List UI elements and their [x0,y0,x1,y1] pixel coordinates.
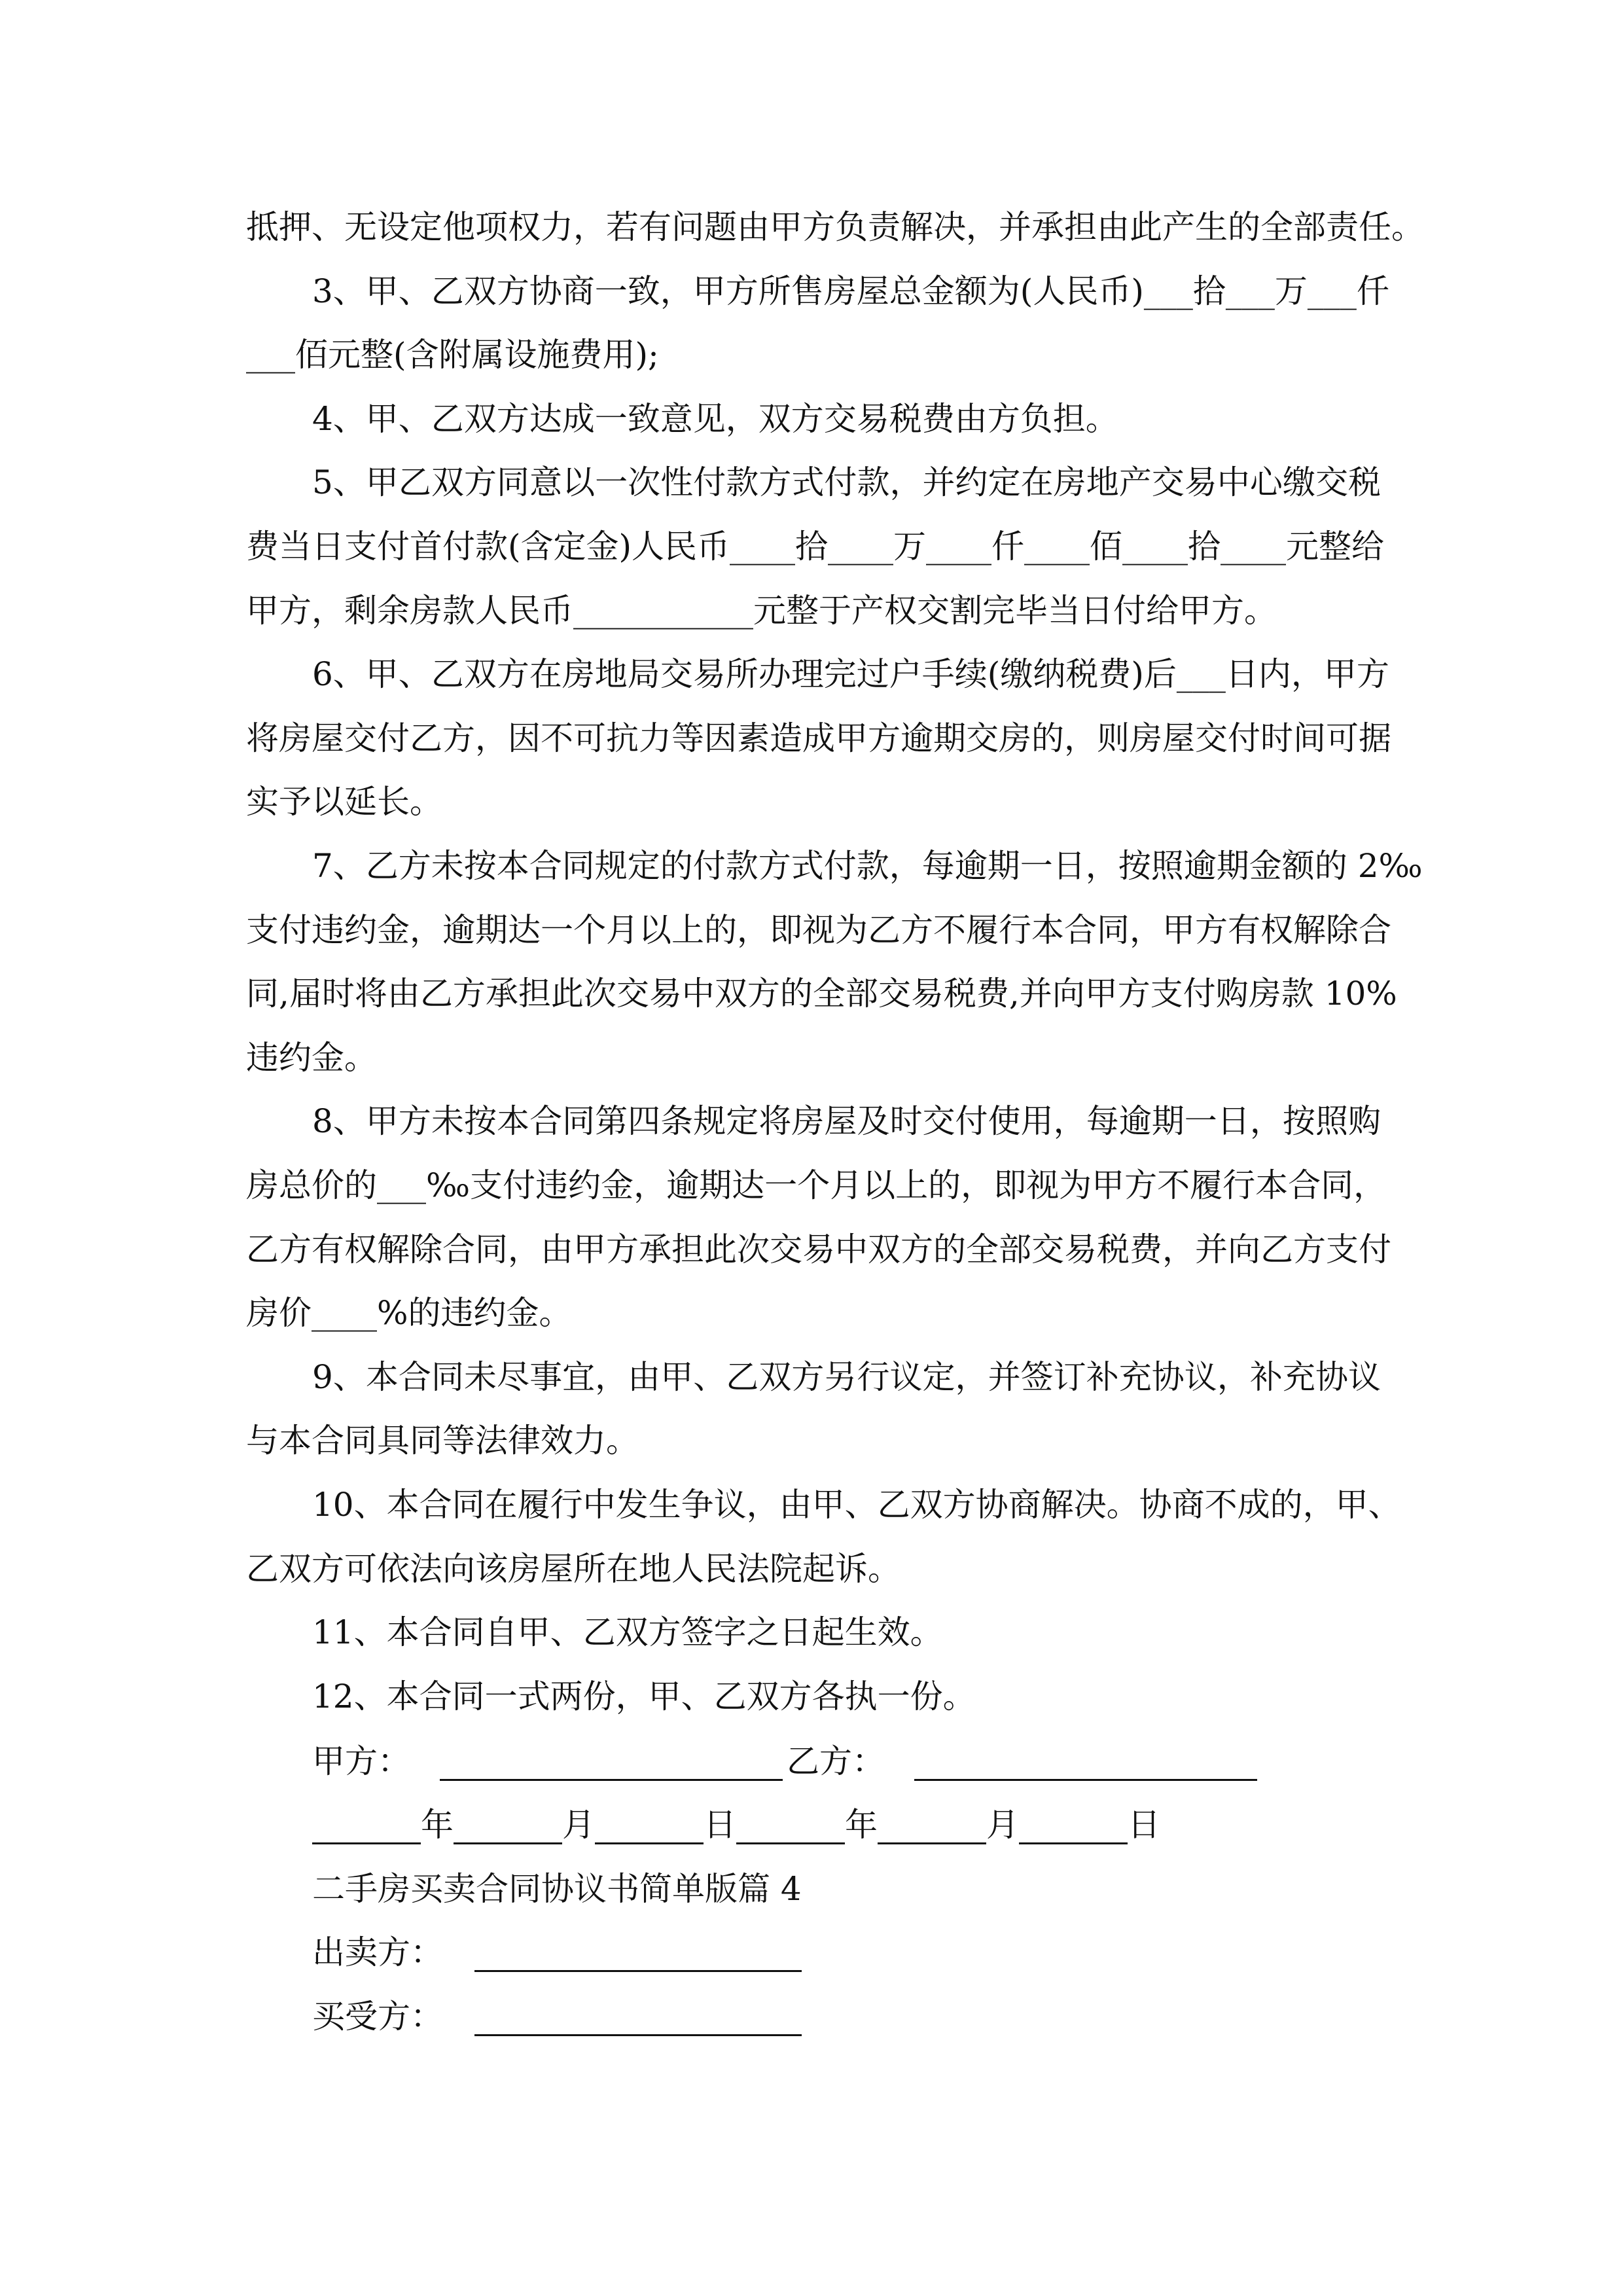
text-line: 10、本合同在履行中发生争议，由甲、乙双方协商解决。协商不成的，甲、 [312,1486,1401,1524]
seller-line [312,1933,802,1972]
text-line: 违约金。 [246,1039,377,1077]
year-label: 年 [845,1806,878,1844]
year-label: 年 [421,1806,454,1844]
signature-line [312,1742,1257,1781]
text-line: 与本合同具同等法律效力。 [246,1422,639,1460]
date-blank [454,1814,562,1844]
text-line: ___佰元整(含附属设施费用); [246,336,659,374]
text-line: 4、甲、乙双方达成一致意见，双方交易税费由方负担。 [312,400,1118,438]
day-label: 日 [1128,1806,1160,1844]
text-line: 6、甲、乙双方在房地局交易所办理完过户手续(缴纳税费)后___日内，甲方 [312,655,1389,693]
date-blank [736,1814,845,1844]
text-line: 5、甲乙双方同意以一次性付款方式付款，并约定在房地产交易中心缴交税 [312,463,1382,501]
text-line: 7、乙方未按本合同规定的付款方式付款，每逾期一日，按照逾期金额的 2‰ [312,847,1423,885]
text-line: 费当日支付首付款(含定金)人民币____拾____万____仟____佰____拾____元整给 [246,528,1385,565]
text-line: 8、甲方未按本合同第四条规定将房屋及时交付使用，每逾期一日，按照购 [312,1102,1382,1140]
text-line: 支付违约金，逾期达一个月以上的，即视为乙方不履行本合同，甲方有权解除合 [246,911,1391,949]
buyer-blank [474,2005,802,2036]
day-label: 日 [704,1806,736,1844]
buyer-line [312,1997,802,2036]
date-blank [1019,1814,1128,1844]
text-line: 房价____%的违约金。 [246,1294,572,1332]
date-blank [595,1814,704,1844]
buyer-label: 买受方： [312,1998,443,2036]
text-line: 12、本合同一式两份，甲、乙双方各执一份。 [312,1677,976,1715]
party-b-blank [914,1750,1257,1781]
text-line: 3、甲、乙双方协商一致，甲方所售房屋总金额为(人民币)___拾___万___仟 [312,272,1389,310]
party-a-label: 甲方： [312,1742,410,1780]
month-label: 月 [562,1806,595,1844]
text-line: 乙双方可依法向该房屋所在地人民法院起诉。 [246,1550,901,1588]
date-line [312,1805,1160,1844]
text-line: 乙方有权解除合同，由甲方承担此次交易中双方的全部交易税费，并向乙方支付 [246,1230,1391,1268]
text-line: 将房屋交付乙方，因不可抗力等因素造成甲方逾期交房的，则房屋交付时间可据 [246,719,1391,757]
party-a-blank [440,1750,783,1781]
section-title: 二手房买卖合同协议书简单版篇 4 [312,1870,802,1908]
text-line: 甲方，剩余房款人民币___________元整于产权交割完毕当日付给甲方。 [246,592,1277,630]
text-line: 抵押、无设定他项权力，若有问题由甲方负责解决，并承担由此产生的全部责任。 [246,208,1424,246]
text-line: 9、本合同未尽事宜，由甲、乙双方另行议定，并签订补充协议，补充协议 [312,1358,1382,1396]
text-line: 实予以延长。 [246,783,442,821]
date-blank [312,1814,421,1844]
party-b-label: 乙方： [787,1742,885,1780]
text-line: 11、本合同自甲、乙双方签字之日起生效。 [312,1613,943,1651]
text-line: 同,届时将由乙方承担此次交易中双方的全部交易税费,并向甲方支付购房款 10% [246,975,1397,1013]
seller-label: 出卖方： [312,1933,443,1971]
date-blank [878,1814,986,1844]
seller-blank [474,1941,802,1972]
month-label: 月 [986,1806,1019,1844]
text-line: 房总价的___‰支付违约金，逾期达一个月以上的，即视为甲方不履行本合同， [246,1166,1387,1204]
